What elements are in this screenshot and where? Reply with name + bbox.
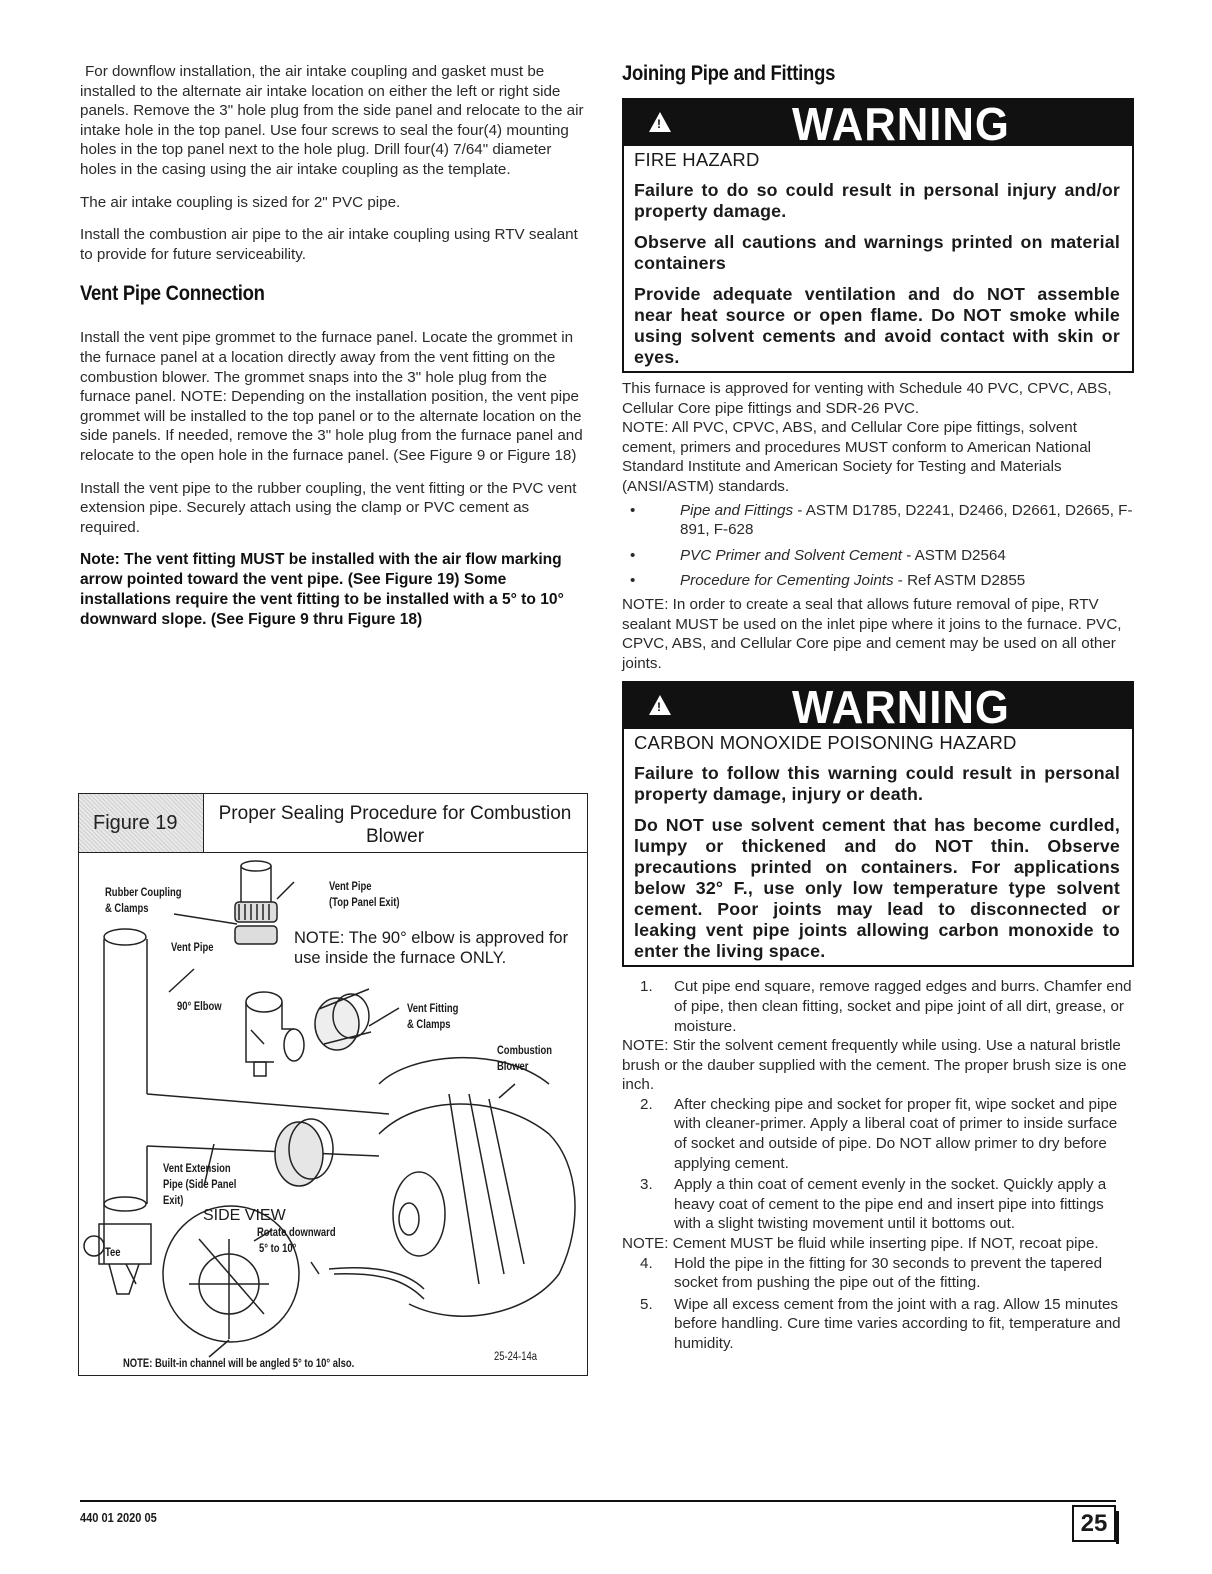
page-number: 25 xyxy=(1072,1505,1116,1542)
callout-rubber-coupling: Rubber Coupling xyxy=(105,887,182,899)
list-item: 1. Cut pipe end square, remove ragged edges and burrs. Chamfer end of pipe, then clean fitting, socket and pipe joint of all dirt, grease, or moisture. xyxy=(640,978,1132,1035)
list-item: 2. After checking pipe and socket for proper fit, wipe socket and pipe with cleaner-primer. Apply a liberal coat of primer to inside surface of socket and outside of pipe. Do NOT allow primer to dry before applying cement. xyxy=(640,1095,1118,1172)
list-item: • Procedure for Cementing Joints - Ref ASTM D2855 xyxy=(630,572,1026,590)
joining-heading: Joining Pipe and Fittings xyxy=(622,62,836,85)
figure-label: Figure 19 xyxy=(79,794,204,853)
note-fluid: NOTE: Cement MUST be fluid while inserting pipe. If NOT, recoat pipe. xyxy=(622,1235,1099,1253)
note-standards: NOTE: All PVC, CPVC, ABS, and Cellular Core pipe fittings, solvent cement, primers and procedures MUST conform to American National Standard Institute and American Society for Testing and Materials (ANSI/ASTM) standards. xyxy=(622,419,1092,495)
callout-vent-pipe: Vent Pipe xyxy=(171,942,214,954)
callout-90-elbow: 90° Elbow xyxy=(177,1001,222,1013)
note-rtv: NOTE: In order to create a seal that allows future removal of pipe, RTV sealant MUST be used on the inlet pipe where it joins to the furnace. PVC, CPVC, ABS, and Cellular Core pipe and cement may be used on all other joints. xyxy=(622,595,1122,672)
carbon-monoxide-warning: ! WARNING CARBON MONOXIDE POISONING HAZARD Failure to follow this warning could result in personal property damage, injury or death. Do NOT use solvent cement that has become curdled, lumpy or thickened and do NOT thin. Observe precautions printed on containers. For applications below 32° F., use only low temperature type solvent cement. Poor joints may lead to disconnected or leaking vent pipe joints allowing carbon monoxide to enter the living space. xyxy=(622,681,1134,967)
warning-icon: ! xyxy=(649,112,671,132)
note-brush: NOTE: Stir the solvent cement frequently while using. Use a natural bristle brush or the dauber supplied with the cement. The proper brush size is one inch. xyxy=(622,1037,1127,1094)
callout-vent-fitting: Vent Fitting xyxy=(407,1003,459,1015)
list-item: 5. Wipe all excess cement from the joint with a rag. Allow 15 minutes before handling. Cure time varies according to fit, temperature and humidity. xyxy=(640,1295,1121,1352)
vent-pipe-heading: Vent Pipe Connection xyxy=(80,282,265,306)
callout-exit: Exit) xyxy=(163,1195,184,1207)
list-item: • PVC Primer and Solvent Cement - ASTM D2564 xyxy=(630,546,1006,564)
callout-rotate: Rotate downward xyxy=(257,1227,336,1239)
footer-rule xyxy=(80,1500,1116,1502)
right-column xyxy=(622,62,1134,1354)
fire-hazard-warning: ! WARNING FIRE HAZARD Failure to do so could result in personal injury and/or property damage. Observe all cautions and warnings printed on material containers Provide adequate ventilation and do NOT assemble near heat source or open flame. Do NOT smoke while using solvent cements and avoid contact with skin or eyes. xyxy=(622,98,1134,373)
steps-list xyxy=(622,977,1134,1036)
figure-title: Proper Sealing Procedure for Combustion Blower xyxy=(218,803,572,847)
document-number: 440 01 2020 05 xyxy=(80,1510,157,1525)
intro-paragraph-2: The air intake coupling is sized for 2" PVC pipe. xyxy=(80,193,401,211)
vent-paragraph-2: Install the vent pipe to the rubber coupling, the vent fitting or the PVC vent extension pipe. Securely attach using the clamp or PVC cement as required. xyxy=(80,479,577,536)
figure-note: NOTE: The 90° elbow is approved for use inside the furnace ONLY. xyxy=(294,929,569,967)
callout-top-panel-exit: (Top Panel Exit) xyxy=(329,897,400,909)
intro-paragraph-3: Install the combustion air pipe to the air intake coupling using RTV sealant to provide for future serviceability. xyxy=(80,226,578,263)
callout-clamps: & Clamps xyxy=(105,903,149,915)
list-item: 4. Hold the pipe in the fitting for 30 seconds to prevent the tapered socket from pushing the pipe out of the fitting. xyxy=(640,1254,1103,1292)
callout-tee: Tee xyxy=(105,1247,121,1259)
approved-text: This furnace is approved for venting with Schedule 40 PVC, CPVC, ABS, Cellular Core pipe fittings and SDR-26 PVC. xyxy=(622,380,1112,417)
callout-combustion: Combustion xyxy=(497,1045,553,1057)
figure-code: 25-24-14a xyxy=(494,1351,537,1363)
list-item: 3. Apply a thin coat of cement evenly in the socket. Quickly apply a heavy coat of cement to the pipe end and insert pipe into fittings with a slight twisting movement until it bottoms out. xyxy=(640,1176,1107,1233)
astm-list xyxy=(622,501,1134,591)
vent-fitting-note: Note: The vent fitting MUST be installed with the air flow marking arrow pointed toward the vent pipe. (See Figure 19) Some installations require the vent fitting to be installed with a 5° to 10° downward slope. (See Figure 9 thru Figure 18) xyxy=(80,551,564,628)
figure-bottom-note: NOTE: Built-in channel will be angled 5° to 10° also. xyxy=(123,1358,355,1370)
side-view-label: SIDE VIEW xyxy=(203,1207,286,1224)
vent-paragraph-1: Install the vent pipe grommet to the furnace panel. Locate the grommet in the furnace panel at a location directly away from the vent fitting on the combustion blower. The grommet snaps into the 3" hole plug from the furnace panel. NOTE: Depending on the installation position, the vent pipe grommet will be installed to the top panel or to the alternate location on the side panels. If needed, remove the 3" hole plug from the furnace panel and relocate to the open hole in the furnace panel. (See Figure 9 or Figure 18) xyxy=(80,329,583,464)
callout-blower: Blower xyxy=(497,1061,529,1073)
hazard-title: CARBON MONOXIDE POISONING HAZARD xyxy=(634,732,1017,754)
callout-vent-pipe-top: Vent Pipe xyxy=(329,881,372,893)
callout-degrees: 5° to 10° xyxy=(259,1243,297,1255)
callout-vent-fitting-clamps: & Clamps xyxy=(407,1019,451,1031)
left-column xyxy=(80,62,590,629)
intro-paragraph-1: For downflow installation, the air intake coupling and gasket must be installed to the alternate air intake location on either the left or right side panels. Remove the 3" hole plug from the side panel and relocate to the air intake hole in the top panel. Use four screws to seal the four(4) mounting holes in the top panel next to the hole plug. Drill four(4) 7/64" diameter holes in the casing using the air intake coupling as the template. xyxy=(80,63,584,178)
hazard-title: FIRE HAZARD xyxy=(634,149,760,170)
callout-vent-extension: Vent Extension xyxy=(163,1163,231,1175)
callout-side-panel: Pipe (Side Panel xyxy=(163,1179,237,1191)
warning-icon: ! xyxy=(649,695,671,715)
figure-19 xyxy=(78,793,588,1376)
list-item: • Pipe and Fittings - ASTM D1785, D2241, D2466, D2661, D2665, F-891, F-628 xyxy=(630,501,1133,539)
